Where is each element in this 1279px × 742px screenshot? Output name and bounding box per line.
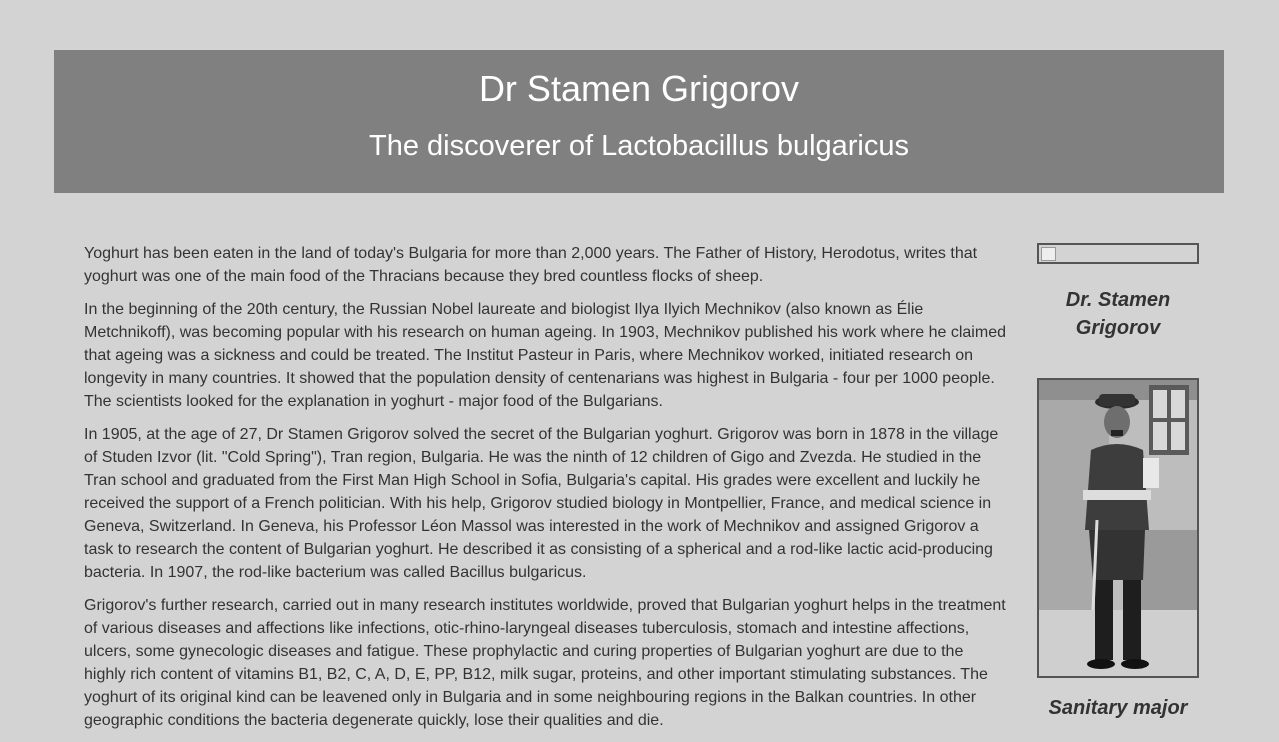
article-paragraph: Grigorov's further research, carried out in many research institutes worldwide, proved that Bulgarian yoghurt helps in the treatment of various diseases and affections like infections, otic-rhino-laryngeal diseases tuberculosis, stomach and intestine affections, ulcers, some gynecologic diseases and fatigue. These prophylactic and curing properties of Bulgarian yoghurt are due to the highly rich content of vitamins B1, B2, C, A, D, E, PP, B12, milk sugar, proteins, and other important stimulating substances. The yoghurt of its original kind can be leavened only in Bulgaria and in some neighbouring regions in the Balkan countries. In other geographic conditions the bacteria degenerate quickly, lose their qualities and die. (84, 597, 1006, 729)
page-title: Dr Stamen Grigorov (478, 68, 800, 109)
portrait-caption: Dr. Stamen Grigorov (1065, 289, 1171, 339)
sidebar (1037, 243, 1199, 722)
article-paragraph: Yoghurt has been eaten in the land of today's Bulgaria for more than 2,000 years. The Father of History, Herodotus, writes that yoghurt was one of the main food of the Thracians because they bred countless flocks of sheep. (84, 245, 978, 285)
article-body (84, 242, 1006, 742)
sanitary-major-photo (1037, 378, 1199, 678)
article-paragraph: In the beginning of the 20th century, the Russian Nobel laureate and biologist Ilya Ilyich Mechnikov (also known as Élie Metchnikoff), was becoming popular with his research on human ageing. In 1903, Mechnikov published his work where he claimed that ageing was a sickness and could be treated. The Institut Pasteur in Paris, where Mechnikov worked, initiated research on longevity in many countries. It showed that the population density of centenarians was highest in Bulgaria - four per 1000 people. The scientists looked for the explanation in yoghurt - major food of the Bulgarians. (84, 301, 1006, 410)
broken-image-icon (1041, 247, 1056, 261)
photo-caption: Sanitary major (1048, 697, 1188, 719)
soldier-photo-illustration (1039, 380, 1197, 676)
article-paragraph: In 1905, at the age of 27, Dr Stamen Grigorov solved the secret of the Bulgarian yoghurt. Grigorov was born in 1878 in the village of Studen Izvor (lit. "Cold Spring"), Tran region, Bulgaria. He was the ninth of 12 children of Gigo and Zvezda. He studied in the Tran school and graduated from the First Man High School in Sofia, Bulgaria's capital. His grades were excellent and luckily he received the support of a French politician. With his help, Grigorov studied biology in Montpellier, France, and medical science in Geneva, Switzerland. In Geneva, his Professor Léon Massol was interested in the work of Mechnikov and assigned Grigorov a task to research the content of Bulgarian yoghurt. He described it as consisting of a spherical and a rod-like lactic acid-producing bacteria. In 1907, the rod-like bacterium was called Bacillus bulgaricus. (84, 426, 999, 581)
page-subtitle: The discoverer of Lactobacillus bulgaricus (369, 130, 909, 162)
broken-image-portrait (1037, 243, 1199, 264)
page-header (54, 50, 1224, 193)
